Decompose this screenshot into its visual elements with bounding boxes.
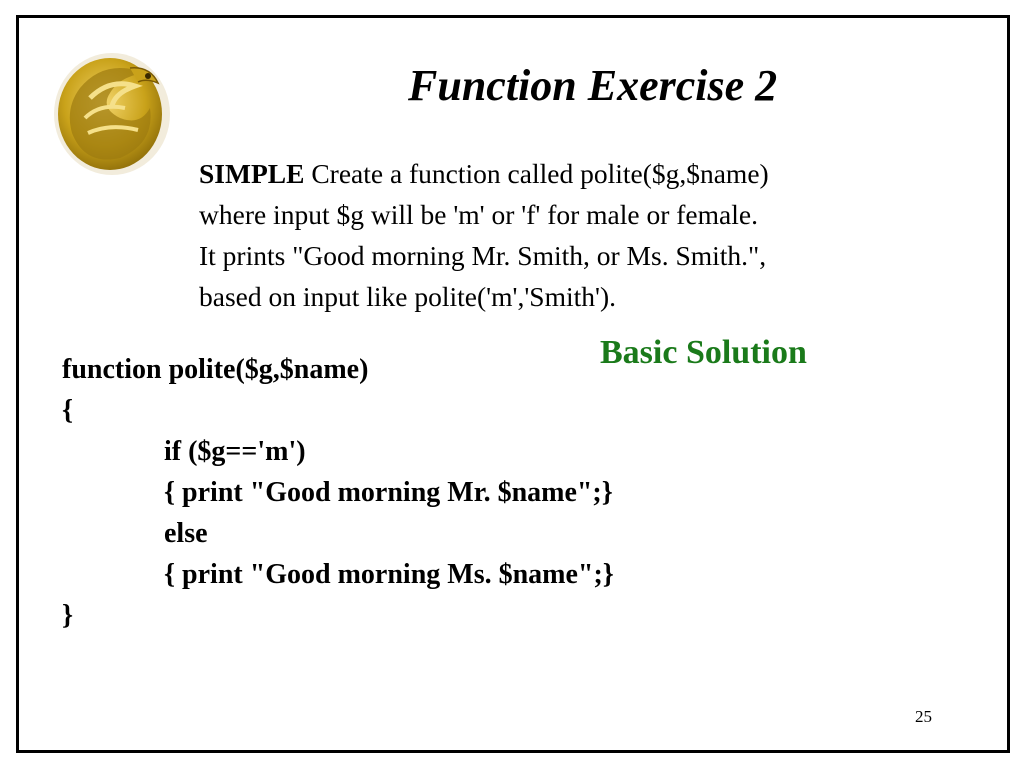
description-line-1-text: Create a function called polite($g,$name) bbox=[304, 158, 769, 189]
code-line: { print "Good morning Mr. $name";} bbox=[164, 477, 613, 508]
page-number: 25 bbox=[915, 707, 932, 726]
code-line: { bbox=[62, 395, 74, 426]
code-line: { print "Good morning Ms. $name";} bbox=[164, 559, 614, 590]
code-line: function polite($g,$name) bbox=[62, 354, 369, 385]
code-block bbox=[62, 349, 614, 636]
code-line: else bbox=[164, 518, 208, 549]
pegasus-logo-icon bbox=[50, 48, 175, 178]
solution-label: Basic Solution bbox=[600, 334, 807, 371]
description-line-3: It prints "Good morning Mr. Smith, or Ms. Smith.", bbox=[199, 240, 767, 271]
description-line-2: where input $g will be 'm' or 'f' for male or female. bbox=[199, 199, 758, 230]
code-line: } bbox=[62, 600, 74, 631]
slide-title: Function Exercise 2 bbox=[408, 61, 778, 110]
code-line: if ($g=='m') bbox=[164, 436, 306, 467]
exercise-description bbox=[199, 153, 919, 317]
description-line-4: based on input like polite('m','Smith'). bbox=[199, 281, 616, 312]
description-keyword: SIMPLE bbox=[199, 158, 305, 189]
description-line-1 bbox=[199, 153, 919, 194]
